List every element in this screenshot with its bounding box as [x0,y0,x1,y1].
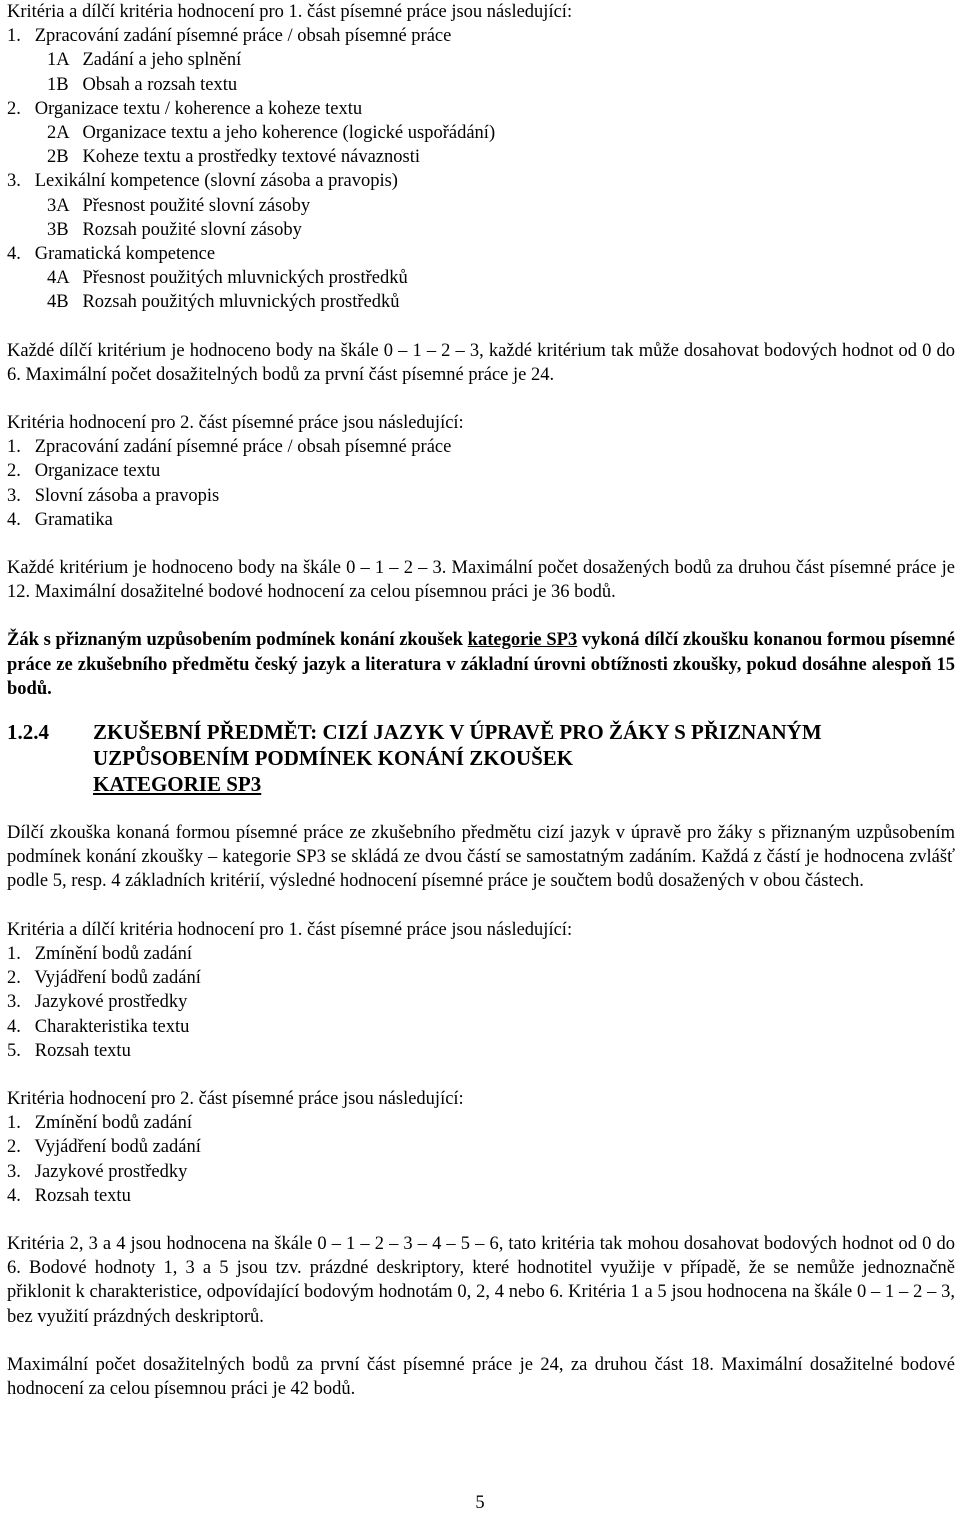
part2-note: Každé kritérium je hodnoceno body na škále 0 – 1 – 2 – 3. Maximální počet dosažených bodů za druhou část písemné práce je 12. Maximální dosažitelné bodové hodnocení za celou písemnou práci je 36 bodů. [7,558,955,603]
item-text: Slovní zásoba a pravopis [34,485,220,506]
part2-intro: Kritéria hodnocení pro 2. část písemné práce jsou následující: [7,413,464,434]
section-title-line1: ZKUŠEBNÍ PŘEDMĚT: CIZÍ JAZYK V ÚPRAVĚ PRO ŽÁKY S PŘIZNANÝM [93,720,822,745]
item-number: 2. [7,968,21,989]
item-text: Charakteristika textu [34,1016,190,1037]
page-number: 5 [475,1493,485,1513]
item-text: Lexikální kompetence (slovní zásoba a pravopis) [34,171,398,192]
lang-part1-item-1 [7,942,955,966]
item-text: Rozsah textu [34,1185,131,1206]
item-number: 4. [7,244,21,265]
item-text: Jazykové prostředky [34,1161,188,1182]
part1-item-2 [7,97,955,170]
part2-item-4 [7,508,955,532]
part1-intro: Kritéria a dílčí kritéria hodnocení pro 1. část písemné práce jsou následující: [7,2,573,22]
item-text: Organizace textu / koherence a koheze textu [34,98,363,119]
sub-text: Organizace textu a jeho koherence (logické uspořádání) [82,123,496,144]
item-text: Vyjádření bodů zadání [34,1137,201,1158]
part1-note: Každé dílčí kritérium je hodnoceno body na škále 0 – 1 – 2 – 3, každé kritérium tak může dosahovat bodových hodnot od 0 do 6. Maximální počet dosažitelných bodů za první část písemné práce je 24. [7,340,955,385]
section-title-line2 [93,745,955,797]
lang-part2-item-1 [7,1111,955,1135]
sub-text: Koheze textu a prostředky textové návaznosti [82,147,420,168]
lang-scoring-note: Kritéria 2, 3 a 4 jsou hodnocena na škále 0 – 1 – 2 – 3 – 4 – 5 – 6, tato kritéria tak mohou dosahovat bodových hodnot od 0 do 6. Bodové hodnoty 1, 3 a 5 jsou tzv. prázdné deskriptory, které hodnotitel využije v případě, že se nemůže jednoznačně přiklonit k charakteristice, odpovídající bodovým hodnotám 0, 2, 4 nebo 6. Kritéria 1 a 5 jsou hodnocena na škále 0 – 1 – 2 – 3, bez využití prázdných deskriptorů. [7,1233,955,1327]
sub-code: 3B [47,219,69,240]
lang-part2-item-2 [7,1135,955,1159]
sub-text: Rozsah použitých mluvnických prostředků [82,292,400,313]
document-page [7,0,955,1401]
item-number: 1. [7,943,21,964]
item-text: Zpracování zadání písemné práce / obsah písemné práce [34,26,452,47]
item-number: 3. [7,485,21,506]
section-title-line2-text: UZPŮSOBENÍM PODMÍNEK KONÁNÍ ZKOUŠEK [93,746,574,771]
section-heading [7,719,955,797]
sub-code: 4B [47,292,69,313]
part1-item-3 [7,169,955,242]
sub-text: Zadání a jeho splnění [82,50,242,71]
item-text: Gramatika [34,509,113,530]
item-number: 1. [7,437,21,458]
item-number: 3. [7,1161,21,1182]
lang-part1-intro: Kritéria a dílčí kritéria hodnocení pro 1. část písemné práce jsou následující: [7,919,573,940]
item-number: 2. [7,461,21,482]
sub-code: 1A [47,50,69,71]
section-title-category: KATEGORIE SP3 [93,772,262,797]
part2-item-1 [7,435,955,459]
part2-item-3 [7,484,955,508]
lang-part1-item-4 [7,1015,955,1039]
item-number: 4. [7,1185,21,1206]
item-text: Gramatická kompetence [34,244,216,265]
section-intro: Dílčí zkouška konaná formou písemné práce ze zkušebního předmětu cizí jazyk v úpravě pro žáky s přiznaným uzpůsobením podmínek konání zkoušky – kategorie SP3 se skládá ze dvou částí se samostatným zadáním. Každá z částí je hodnocena zvlášť podle 5, resp. 4 základních kritérií, výsledné hodnocení písemné práce je součtem bodů dosažených v obou částech. [7,823,955,892]
sub-code: 1B [47,74,69,95]
item-text: Jazykové prostředky [34,992,188,1013]
lang-part2-item-4 [7,1184,955,1208]
item-text: Organizace textu [34,461,161,482]
item-text: Zmínění bodů zadání [34,943,192,964]
lang-part1-item-3 [7,990,955,1014]
item-number: 2. [7,1137,21,1158]
part2-item-2 [7,459,955,483]
item-number: 1. [7,26,21,47]
sub-code: 2B [47,147,69,168]
item-number: 4. [7,1016,21,1037]
lang-max-points-note: Maximální počet dosažitelných bodů za první část písemné práce je 24, za druhou část 18. Maximální dosažitelné bodové hodnocení za celou písemnou práci je 42 bodů. [7,1354,955,1399]
item-number: 3. [7,171,21,192]
item-number: 5. [7,1040,21,1061]
section-title [93,719,955,797]
sub-text: Přesnost použitých mluvnických prostředků [82,268,408,289]
part1-item-4 [7,242,955,315]
lang-part1-item-5 [7,1039,955,1063]
item-number: 1. [7,1113,21,1134]
item-number: 3. [7,992,21,1013]
sub-text: Rozsah použité slovní zásoby [82,219,302,240]
pass-condition-statement [7,628,955,701]
sub-code: 3A [47,195,69,216]
sub-text: Přesnost použité slovní zásoby [82,195,311,216]
lang-part2-intro: Kritéria hodnocení pro 2. část písemné práce jsou následující: [7,1088,464,1109]
statement-prefix: Žák s přiznaným uzpůsobením podmínek konání zkoušek [7,630,468,651]
statement-suffix: vykoná dílčí zkoušku konanou formou písemné práce ze zkušebního předmětu český jazyk a literatura v základní úrovni obtížnosti zkoušky, pokud dosáhne alespoň 15 bodů. [7,630,956,699]
sub-text: Obsah a rozsah textu [82,74,238,95]
item-text: Zmínění bodů zadání [34,1113,192,1134]
lang-part1-item-2 [7,966,955,990]
item-number: 4. [7,509,21,530]
item-text: Vyjádření bodů zadání [34,968,201,989]
part1-item-1 [7,24,955,97]
section-number: 1.2.4 [7,720,49,745]
item-text: Rozsah textu [34,1040,131,1061]
lang-part2-item-3 [7,1160,955,1184]
sub-code: 2A [47,123,69,144]
item-text: Zpracování zadání písemné práce / obsah písemné práce [34,437,452,458]
sub-code: 4A [47,268,69,289]
item-number: 2. [7,98,21,119]
statement-category: kategorie SP3 [467,630,578,651]
